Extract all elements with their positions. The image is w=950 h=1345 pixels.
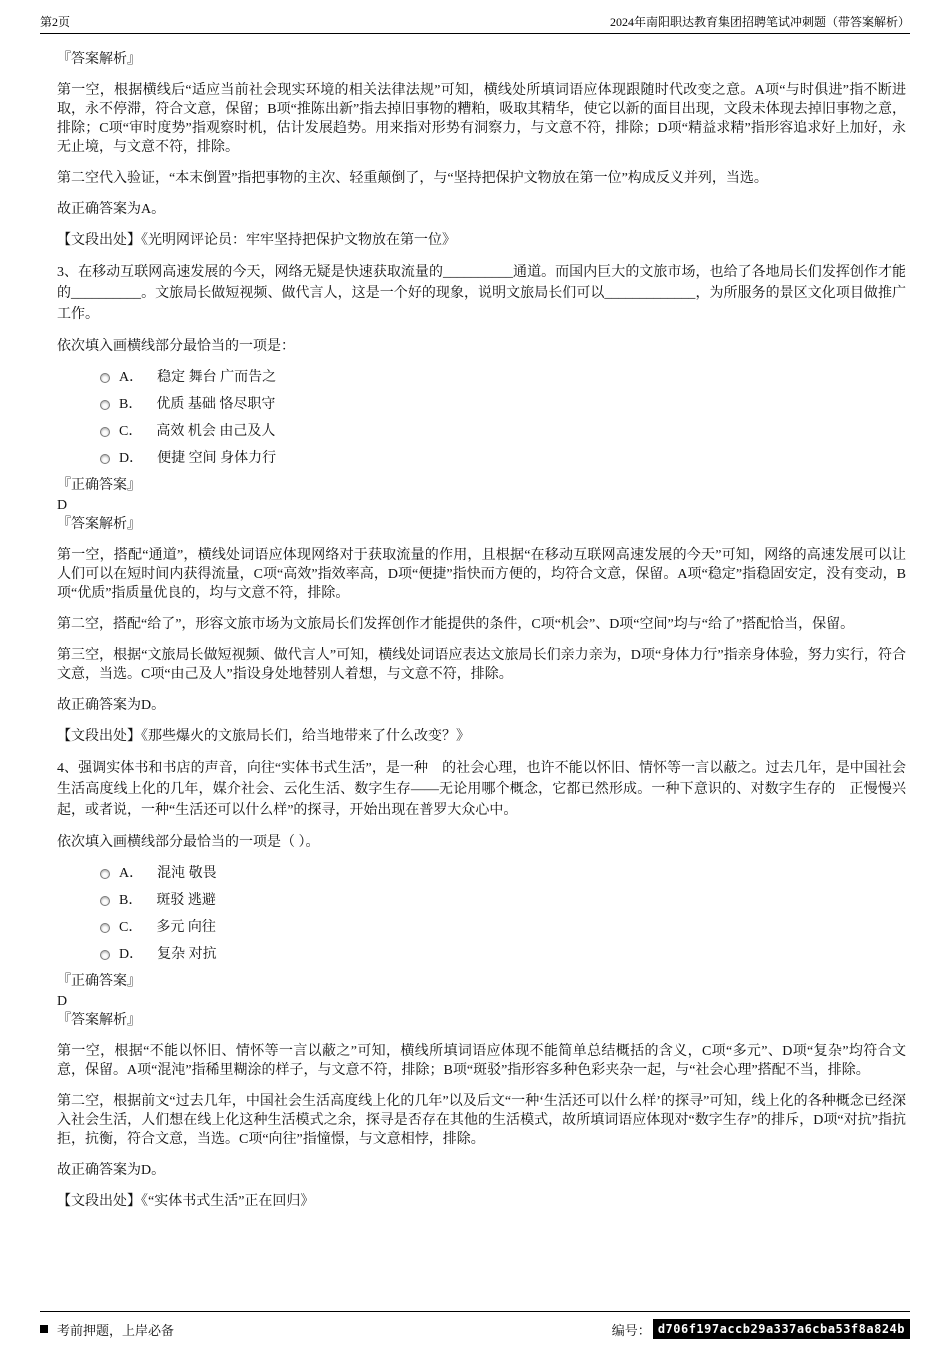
radio-button-icon[interactable] xyxy=(100,427,110,437)
section-label: 『答案解析』 xyxy=(57,517,141,532)
page-header xyxy=(40,13,910,30)
paragraph: 第一空，根据横线后“适应当前社会现实环境的相关法律法规”可知，横线处所填词语应体现跟随时代改变之意。A项“与时俱进”指不断进取，永不停滞，符合文意，保留；B项“推陈出新”指去掉旧事物的糟粕，吸取其精华，使它以新的面目出现，文段未体现去掉旧事物之意，排除；C项“审时度势”指观察时机，估计发展趋势。用来指对形势有洞察力，与文意不符，排除；D项“精益求精”指形容追求好上加好，永无止境，与文意不符，排除。 xyxy=(57,83,906,155)
paragraph: 第二空代入验证，“本末倒置”指把事物的主次、轻重颠倒了，与“坚持把保护文物放在第一位”构成反义并列，当选。 xyxy=(57,171,768,186)
paragraph: 第三空，根据“文旅局长做短视频、做代言人”可知，横线处词语应表达文旅局长们亲力亲为，D项“身体力行”指亲身体验，努力实行，符合文意，当选。C项“由己及人”指设身处地替别人着想，与文意不符，排除。 xyxy=(57,648,906,682)
footer-right xyxy=(612,1319,910,1339)
footer-divider xyxy=(40,1311,910,1312)
option-row[interactable] xyxy=(100,945,906,964)
footer-left xyxy=(40,1320,174,1339)
source-reference: 【文段出处】《光明网评论员：牢牢坚持把保护文物放在第一位》 xyxy=(57,233,456,248)
option-letter: D． xyxy=(119,947,144,962)
option-letter: B． xyxy=(119,397,143,412)
option-row[interactable] xyxy=(100,864,906,883)
page-number: 第2页 xyxy=(40,15,71,29)
option-text: 便捷 空间 身体力行 xyxy=(157,451,277,466)
option-letter: D． xyxy=(119,451,144,466)
option-letter: B． xyxy=(119,893,143,908)
option-text: 斑驳 逃避 xyxy=(156,893,216,908)
paragraph: 故正确答案为D。 xyxy=(57,698,166,713)
question-stem: 3、在移动互联网高速发展的今天，网络无疑是快速获取流量的__________通道。而国内巨大的文旅市场，也给了各地局长们发挥创作才能的__________。文旅局长做短视频、做代言人，这是一个好的现象，说明文旅局长们可以_____________，为所服务的景区文化项目做推广工作。 xyxy=(57,265,906,322)
source-reference: 【文段出处】《那些爆火的文旅局长们，给当地带来了什么改变？》 xyxy=(57,729,470,744)
paragraph: 故正确答案为A。 xyxy=(57,202,166,217)
option-text: 高效 机会 由己及人 xyxy=(156,424,276,439)
footer-slogan: 考前押题，上岸必备 xyxy=(57,1322,175,1338)
radio-button-icon[interactable] xyxy=(100,373,110,383)
option-row[interactable] xyxy=(100,449,906,468)
option-text: 混沌 敬畏 xyxy=(157,866,217,881)
paragraph: 第一空，搭配“通道”，横线处词语应体现网络对于获取流量的作用，且根据“在移动互联网高速发展的今天”可知，网络的高速发展可以让人们可以在短时间内获得流量，C项“高效”指效率高，D项“便捷”指快而方便的，均符合文意，保留。A项“稳定”指稳固安定，没有变动，B项“优质”指质量优良的，均与文意不符，排除。 xyxy=(57,548,906,601)
paragraph: 依次填入画横线部分最恰当的一项是： xyxy=(57,339,295,354)
option-row[interactable] xyxy=(100,891,906,910)
option-text: 复杂 对抗 xyxy=(157,947,217,962)
option-row[interactable] xyxy=(100,368,906,387)
answer-value: D xyxy=(57,498,68,513)
question-stem: 4、强调实体书和书店的声音，向往“实体书式生活”，是一种 的社会心理，也许不能以怀旧、情怀等一言以蔽之。过去几年，是中国社会生活高度线上化的几年，媒介社会、云化生活、数字生存——无论用哪个概念，它都已然形成。一种下意识的、对数字生存的 正慢慢兴起，或者说，一种“生活还可以什么样”的探寻，开始出现在普罗大众心中。 xyxy=(57,761,906,818)
option-letter: A． xyxy=(119,866,144,881)
section-label: 『正确答案』 xyxy=(57,478,141,493)
option-text: 优质 基础 恪尽职守 xyxy=(156,397,276,412)
option-text: 稳定 舞台 广而告之 xyxy=(157,370,277,385)
section-label: 『答案解析』 xyxy=(57,1013,141,1028)
radio-button-icon[interactable] xyxy=(100,400,110,410)
page-footer xyxy=(40,1319,910,1339)
document-title: 2024年南阳职达教育集团招聘笔试冲刺题（带答案解析） xyxy=(609,15,910,29)
option-letter: C． xyxy=(119,424,143,439)
option-row[interactable] xyxy=(100,395,906,414)
radio-button-icon[interactable] xyxy=(100,923,110,933)
document-content xyxy=(57,50,906,1303)
section-label: 『正确答案』 xyxy=(57,974,141,989)
answer-value: D xyxy=(57,994,68,1009)
header-divider xyxy=(40,33,910,34)
radio-button-icon[interactable] xyxy=(100,454,110,464)
paragraph: 故正确答案为D。 xyxy=(57,1163,166,1178)
radio-button-icon[interactable] xyxy=(100,896,110,906)
section-label: 『答案解析』 xyxy=(57,52,141,67)
option-row[interactable] xyxy=(100,422,906,441)
document-code-value: d706f197accb29a337a6cba53f8a824b xyxy=(653,1319,910,1339)
option-text: 多元 向往 xyxy=(156,920,216,935)
option-letter: C． xyxy=(119,920,143,935)
paragraph: 依次填入画横线部分最恰当的一项是（ ）。 xyxy=(57,835,320,850)
paragraph: 第一空，根据“不能以怀旧、情怀等一言以蔽之”可知，横线所填词语应体现不能简单总结概括的含义，C项“多元”、D项“复杂”均符合文意，保留。A项“混沌”指稀里糊涂的样子，与文意不符，排除；B项“斑驳”指形容多种色彩夹杂一起，与“社会心理”搭配不当，排除。 xyxy=(57,1044,906,1078)
source-reference: 【文段出处】《“实体书式生活”正在回归》 xyxy=(57,1194,315,1209)
paragraph: 第二空，搭配“给了”，形容文旅市场为文旅局长们发挥创作才能提供的条件，C项“机会”、D项“空间”均与“给了”搭配恰当，保留。 xyxy=(57,617,855,632)
radio-button-icon[interactable] xyxy=(100,869,110,879)
option-row[interactable] xyxy=(100,918,906,937)
document-code-label: 编号： xyxy=(611,1322,651,1338)
radio-button-icon[interactable] xyxy=(100,950,110,960)
paragraph: 第二空，根据前文“过去几年，中国社会生活高度线上化的几年”以及后文“一种‘生活还可以什么样’的探寻”可知，线上化的各种概念已经深入社会生活，人们想在线上化这种生活模式之余，探寻是否存在其他的生活模式，故所填词语应体现对“数字生存”的排斥，D项“对抗”指抗拒，抗衡，符合文意，当选。C项“向往”指憧憬，与文意相悖，排除。 xyxy=(57,1094,906,1147)
option-letter: A． xyxy=(119,370,144,385)
footer-bullet-mark xyxy=(40,1325,48,1333)
